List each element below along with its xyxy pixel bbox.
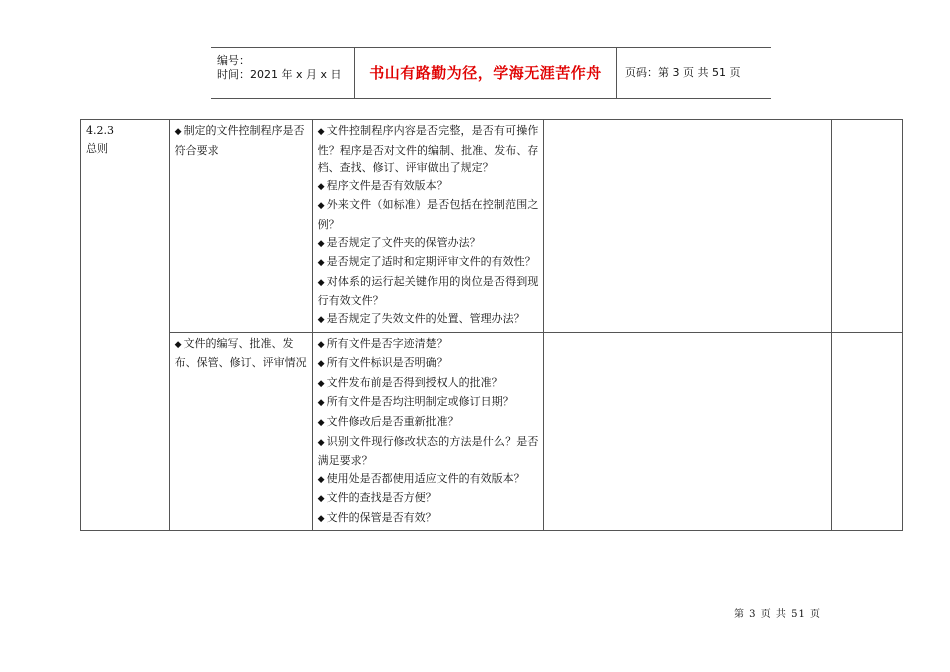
diamond-bullet-icon: ◆ [174,339,182,350]
diamond-bullet-icon: ◆ [317,258,325,269]
question-item: ◆ 文件的保管是否有效？ [317,510,437,524]
diamond-bullet-icon: ◆ [317,201,325,212]
table-row [81,120,903,333]
audit-checklist-table [80,119,903,531]
diamond-bullet-icon: ◆ [317,339,325,350]
question-item: ◆ 文件的查找是否方便？ [317,491,437,505]
question-item: ◆ 对体系的运行起关键作用的岗位是否得到现行有效文件？ [317,274,539,308]
question-item: ◆ 文件修改后是否重新批准？ [317,414,459,428]
diamond-bullet-icon: ◆ [317,513,325,524]
diamond-bullet-icon: ◆ [317,378,325,389]
question-item: ◆ 所有文件标识是否明确？ [317,356,448,370]
question-item: ◆ 是否规定了适时和定期评审文件的有效性？ [317,255,536,269]
question-item: ◆ 文件发布前是否得到授权人的批准？ [317,375,503,389]
result-cell [832,120,903,333]
check-item-text: 制定的文件控制程序是否符合要求 [174,124,305,157]
diamond-bullet-icon: ◆ [317,474,325,485]
code-label: 编号： [217,54,250,67]
header-page-label: 页码：第 3 页 共 51 页 [625,66,741,79]
audit-record-cell [544,332,832,531]
question-item: ◆ 程序文件是否有效版本？ [317,178,448,192]
diamond-bullet-icon: ◆ [317,494,325,505]
question-item: ◆ 所有文件是否字迹清楚？ [317,336,448,350]
question-item: ◆ 使用处是否都使用适应文件的有效版本？ [317,471,525,485]
question-item: ◆ 是否规定了失效文件的处置、管理办法？ [317,311,525,325]
header-motto: 书山有路勤为径，学海无涯苦作舟 [355,48,617,98]
result-cell [832,332,903,531]
clause-cell [81,120,170,531]
diamond-bullet-icon: ◆ [317,127,325,137]
diamond-bullet-icon: ◆ [317,359,325,370]
clause-number: 4.2.3 [86,124,114,137]
question-item: ◆ 外来文件（如标准）是否包括在控制范围之例？ [317,198,539,231]
header-meta [211,48,355,98]
question-item: ◆ 识别文件现行修改状态的方法是什么？是否满足要求？ [317,434,539,468]
diamond-bullet-icon: ◆ [174,127,182,137]
diamond-bullet-icon: ◆ [317,417,325,428]
diamond-bullet-icon: ◆ [317,181,325,192]
question-item: ◆ 是否规定了文件夹的保管办法？ [317,235,481,249]
diamond-bullet-icon: ◆ [317,437,325,448]
questions-cell [312,120,544,333]
question-item: ◆ 文件控制程序内容是否完整，是否有可操作性？程序是否对文件的编制、批准、发布、存档、查找、修订、评审做出了规定？ [317,124,539,175]
check-item-cell [169,332,312,531]
question-item: ◆ 所有文件是否均注明制定或修订日期？ [317,395,514,409]
diamond-bullet-icon: ◆ [317,277,325,288]
questions-cell [312,332,544,531]
diamond-bullet-icon: ◆ [317,398,325,409]
table-row [81,332,903,531]
check-item-cell [169,120,312,333]
page-header [211,47,771,99]
audit-record-cell [544,120,832,333]
diamond-bullet-icon: ◆ [317,238,325,249]
page-footer: 第 3 页 共 51 页 [734,609,821,620]
diamond-bullet-icon: ◆ [317,314,325,325]
time-label: 时间：2021 年 x 月 x 日 [217,68,342,81]
check-item-text: 文件的编写、批准、发布、保管、修订、评审情况 [174,336,307,370]
clause-title: 总则 [86,141,108,155]
